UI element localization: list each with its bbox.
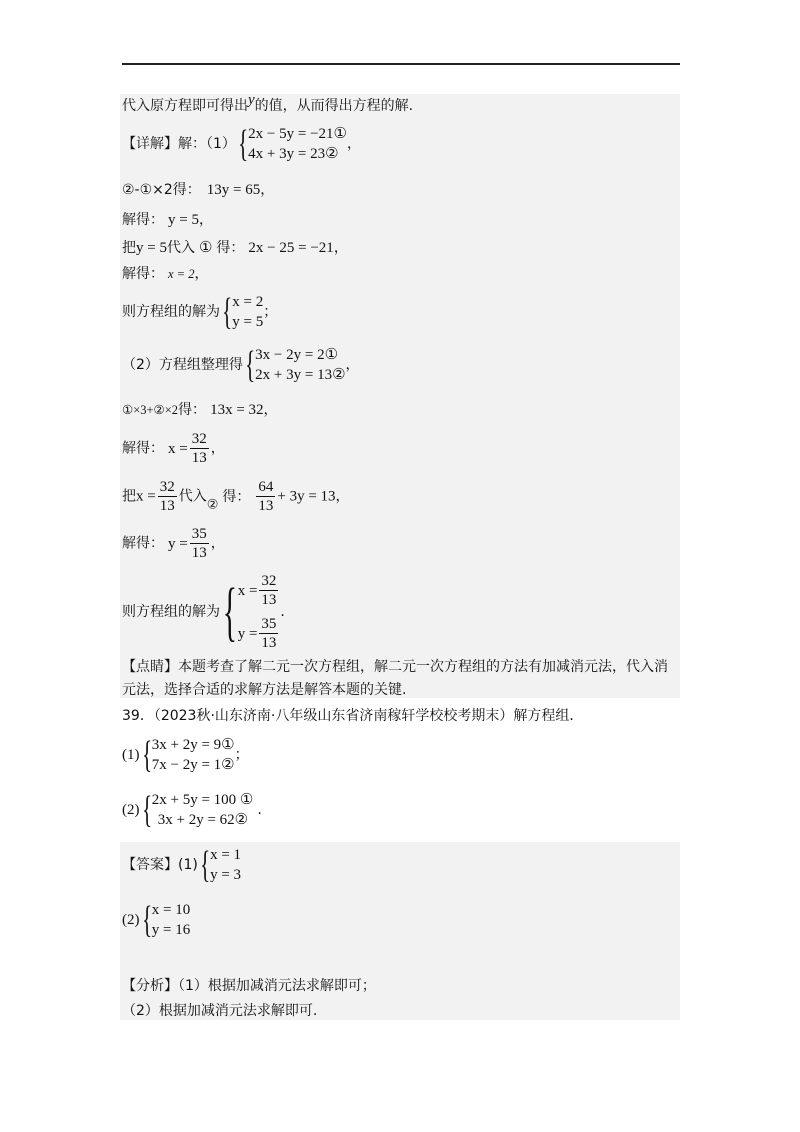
step-text: 代入 bbox=[178, 488, 207, 505]
punct: ， bbox=[345, 357, 360, 373]
part-label: (2) bbox=[122, 912, 140, 928]
denominator: 13 bbox=[191, 545, 207, 561]
step-text: 把 bbox=[122, 488, 136, 505]
step-line bbox=[122, 210, 213, 230]
equation-row bbox=[238, 615, 281, 652]
step-eq: 13x = 32 bbox=[210, 402, 264, 418]
numerator: 64 bbox=[258, 479, 274, 495]
numerator: 32 bbox=[191, 431, 207, 447]
denominator: 13 bbox=[159, 498, 175, 514]
equation-row: y = 16 bbox=[151, 922, 191, 938]
step-line bbox=[122, 238, 348, 258]
step-text: 解得： bbox=[122, 266, 164, 282]
text-line-1 bbox=[122, 92, 414, 116]
equation-row: 2x − 5y = −21① bbox=[248, 126, 347, 142]
step-line bbox=[122, 400, 278, 420]
equation-row: x = 2 bbox=[232, 294, 264, 310]
equation-system: { 3x − 2y = 2① 2x + 3y = 13② bbox=[245, 344, 346, 386]
equation-system: { 3x + 2y = 9① 7x − 2y = 1② bbox=[141, 734, 235, 776]
equation-row: 3x + 2y = 9① bbox=[151, 737, 235, 753]
equation-row: y = 3 bbox=[210, 867, 242, 883]
fraction bbox=[190, 525, 209, 562]
analysis-line-2: （2）根据加减消元法求解即可. bbox=[122, 1003, 318, 1019]
step-text: 得： bbox=[216, 240, 245, 256]
step-text: 把 bbox=[122, 240, 136, 256]
punct: ， bbox=[335, 488, 350, 505]
step-op: ②-①×2 bbox=[122, 182, 173, 198]
equation-row: x = 10 bbox=[151, 902, 191, 918]
step-line bbox=[122, 430, 225, 467]
circled-number: ① bbox=[198, 240, 213, 256]
step-line bbox=[122, 180, 274, 200]
numerator: 35 bbox=[191, 526, 207, 542]
question-39: 39．（2023秋·山东济南·八年级山东省济南稼轩学校校考期末）解方程组． bbox=[122, 708, 584, 724]
denominator: 13 bbox=[191, 450, 207, 466]
fraction bbox=[259, 572, 278, 609]
equation-row: 7x − 2y = 1② bbox=[151, 757, 235, 773]
solution-system: { x = 10 y = 16 bbox=[141, 899, 191, 941]
variable-y: y bbox=[248, 92, 255, 108]
punct: ， bbox=[260, 182, 275, 198]
equation-row: 4x + 3y = 23② bbox=[248, 146, 339, 162]
step-text: 解得： bbox=[122, 212, 164, 228]
step-eq: y = 5 bbox=[168, 212, 199, 228]
step-eq: x = bbox=[168, 440, 188, 457]
denominator: 13 bbox=[261, 592, 277, 608]
numerator: 32 bbox=[261, 573, 277, 589]
punct: ， bbox=[333, 240, 348, 256]
equation-row: y = 5 bbox=[232, 314, 264, 330]
equation-row: 3x + 2y = 62② bbox=[157, 812, 249, 828]
step-text: 解得： bbox=[122, 535, 164, 552]
step-eq: 2x − 25 = −21 bbox=[248, 240, 334, 256]
step-text: 代入 bbox=[166, 240, 195, 256]
question-part-2 bbox=[122, 790, 262, 830]
step-eq: y = bbox=[168, 535, 188, 552]
punct: ， bbox=[198, 212, 213, 228]
punct: . bbox=[280, 604, 285, 620]
part-label: (1) bbox=[122, 747, 140, 763]
detail-label: 【详解】解：（1） bbox=[122, 136, 236, 152]
comment-line-1: 【点睛】本题考查了解二元一次方程组，解二元一次方程组的方法有加减消元法，代入消 bbox=[122, 659, 668, 675]
step-text: 得： bbox=[222, 488, 251, 505]
answer-label: 【答案】(1) bbox=[122, 857, 198, 873]
numerator: 32 bbox=[159, 479, 175, 495]
line-text: 代入原方程即可得出 bbox=[122, 98, 248, 114]
solution-line bbox=[122, 572, 285, 652]
system-line bbox=[122, 345, 360, 385]
punct: ， bbox=[210, 535, 225, 552]
step-eq: x = 2 bbox=[168, 267, 195, 281]
equation-row: 2x + 5y = 100 ① bbox=[151, 792, 254, 808]
equation-system: { 2x − 5y = −21① 4x + 3y = 23② bbox=[238, 123, 347, 165]
line-text: 的值，从而得出方程的解. bbox=[254, 98, 414, 114]
equation-row bbox=[238, 572, 281, 609]
step-text: 则方程组的解为 bbox=[122, 604, 220, 620]
step-eq: 13y = 65 bbox=[206, 182, 261, 198]
comment-line-2: 元法，选择合适的求解方法是解答本题的关键. bbox=[122, 682, 407, 698]
step-eq: x = bbox=[237, 582, 258, 599]
step-text: 解得： bbox=[122, 440, 164, 457]
step-op: ①×3+②×2 bbox=[122, 403, 179, 417]
punct: ； bbox=[263, 304, 278, 320]
step-text: 则方程组的解为 bbox=[122, 304, 220, 320]
solution-line bbox=[122, 292, 277, 332]
step-line bbox=[122, 525, 225, 562]
denominator: 13 bbox=[261, 635, 277, 651]
punct: ， bbox=[347, 136, 361, 152]
equation-row: 2x + 3y = 13② bbox=[255, 367, 346, 383]
question-part-1 bbox=[122, 735, 249, 775]
step-line bbox=[122, 478, 350, 515]
fraction bbox=[259, 615, 278, 652]
punct: ， bbox=[263, 402, 278, 418]
equation-row: x = 1 bbox=[210, 847, 242, 863]
step-eq: + 3y = 13 bbox=[277, 488, 336, 505]
equation-system: { 2x + 5y = 100 ① 3x + 2y = 62② bbox=[141, 789, 254, 831]
part-label: (2) bbox=[122, 802, 140, 818]
numerator: 35 bbox=[261, 616, 277, 632]
header-rule bbox=[122, 63, 680, 65]
circled-number: ② bbox=[206, 496, 219, 512]
solution-system: { x = 2 y = 5 bbox=[222, 291, 264, 333]
detail-system-line bbox=[122, 124, 361, 164]
denominator: 13 bbox=[258, 498, 274, 514]
fraction bbox=[256, 478, 275, 515]
step-eq: y = bbox=[237, 625, 258, 642]
step-text: （2）方程组整理得 bbox=[122, 357, 243, 373]
fraction bbox=[158, 478, 177, 515]
step-text: 得： bbox=[178, 402, 207, 418]
analysis-line-1: 【分析】（1）根据加减消元法求解即可； bbox=[122, 978, 376, 994]
step-eq: y = 5 bbox=[136, 240, 167, 256]
step-line bbox=[122, 264, 208, 284]
punct: ， bbox=[210, 440, 225, 457]
solution-system: { x = $\frac{32}{13}$ y = $\frac{35}{13}$ bbox=[220, 572, 280, 652]
equation-row: 3x − 2y = 2① bbox=[255, 347, 339, 363]
fraction bbox=[190, 430, 209, 467]
punct: ， bbox=[194, 266, 209, 282]
step-eq: x = bbox=[136, 488, 156, 505]
step-text: 得： bbox=[172, 182, 201, 198]
solution-system: { x = 1 y = 3 bbox=[199, 844, 242, 886]
punct: . bbox=[257, 802, 262, 818]
answer-part-1 bbox=[122, 845, 241, 885]
answer-part-2 bbox=[122, 900, 190, 940]
punct: ； bbox=[234, 747, 249, 763]
